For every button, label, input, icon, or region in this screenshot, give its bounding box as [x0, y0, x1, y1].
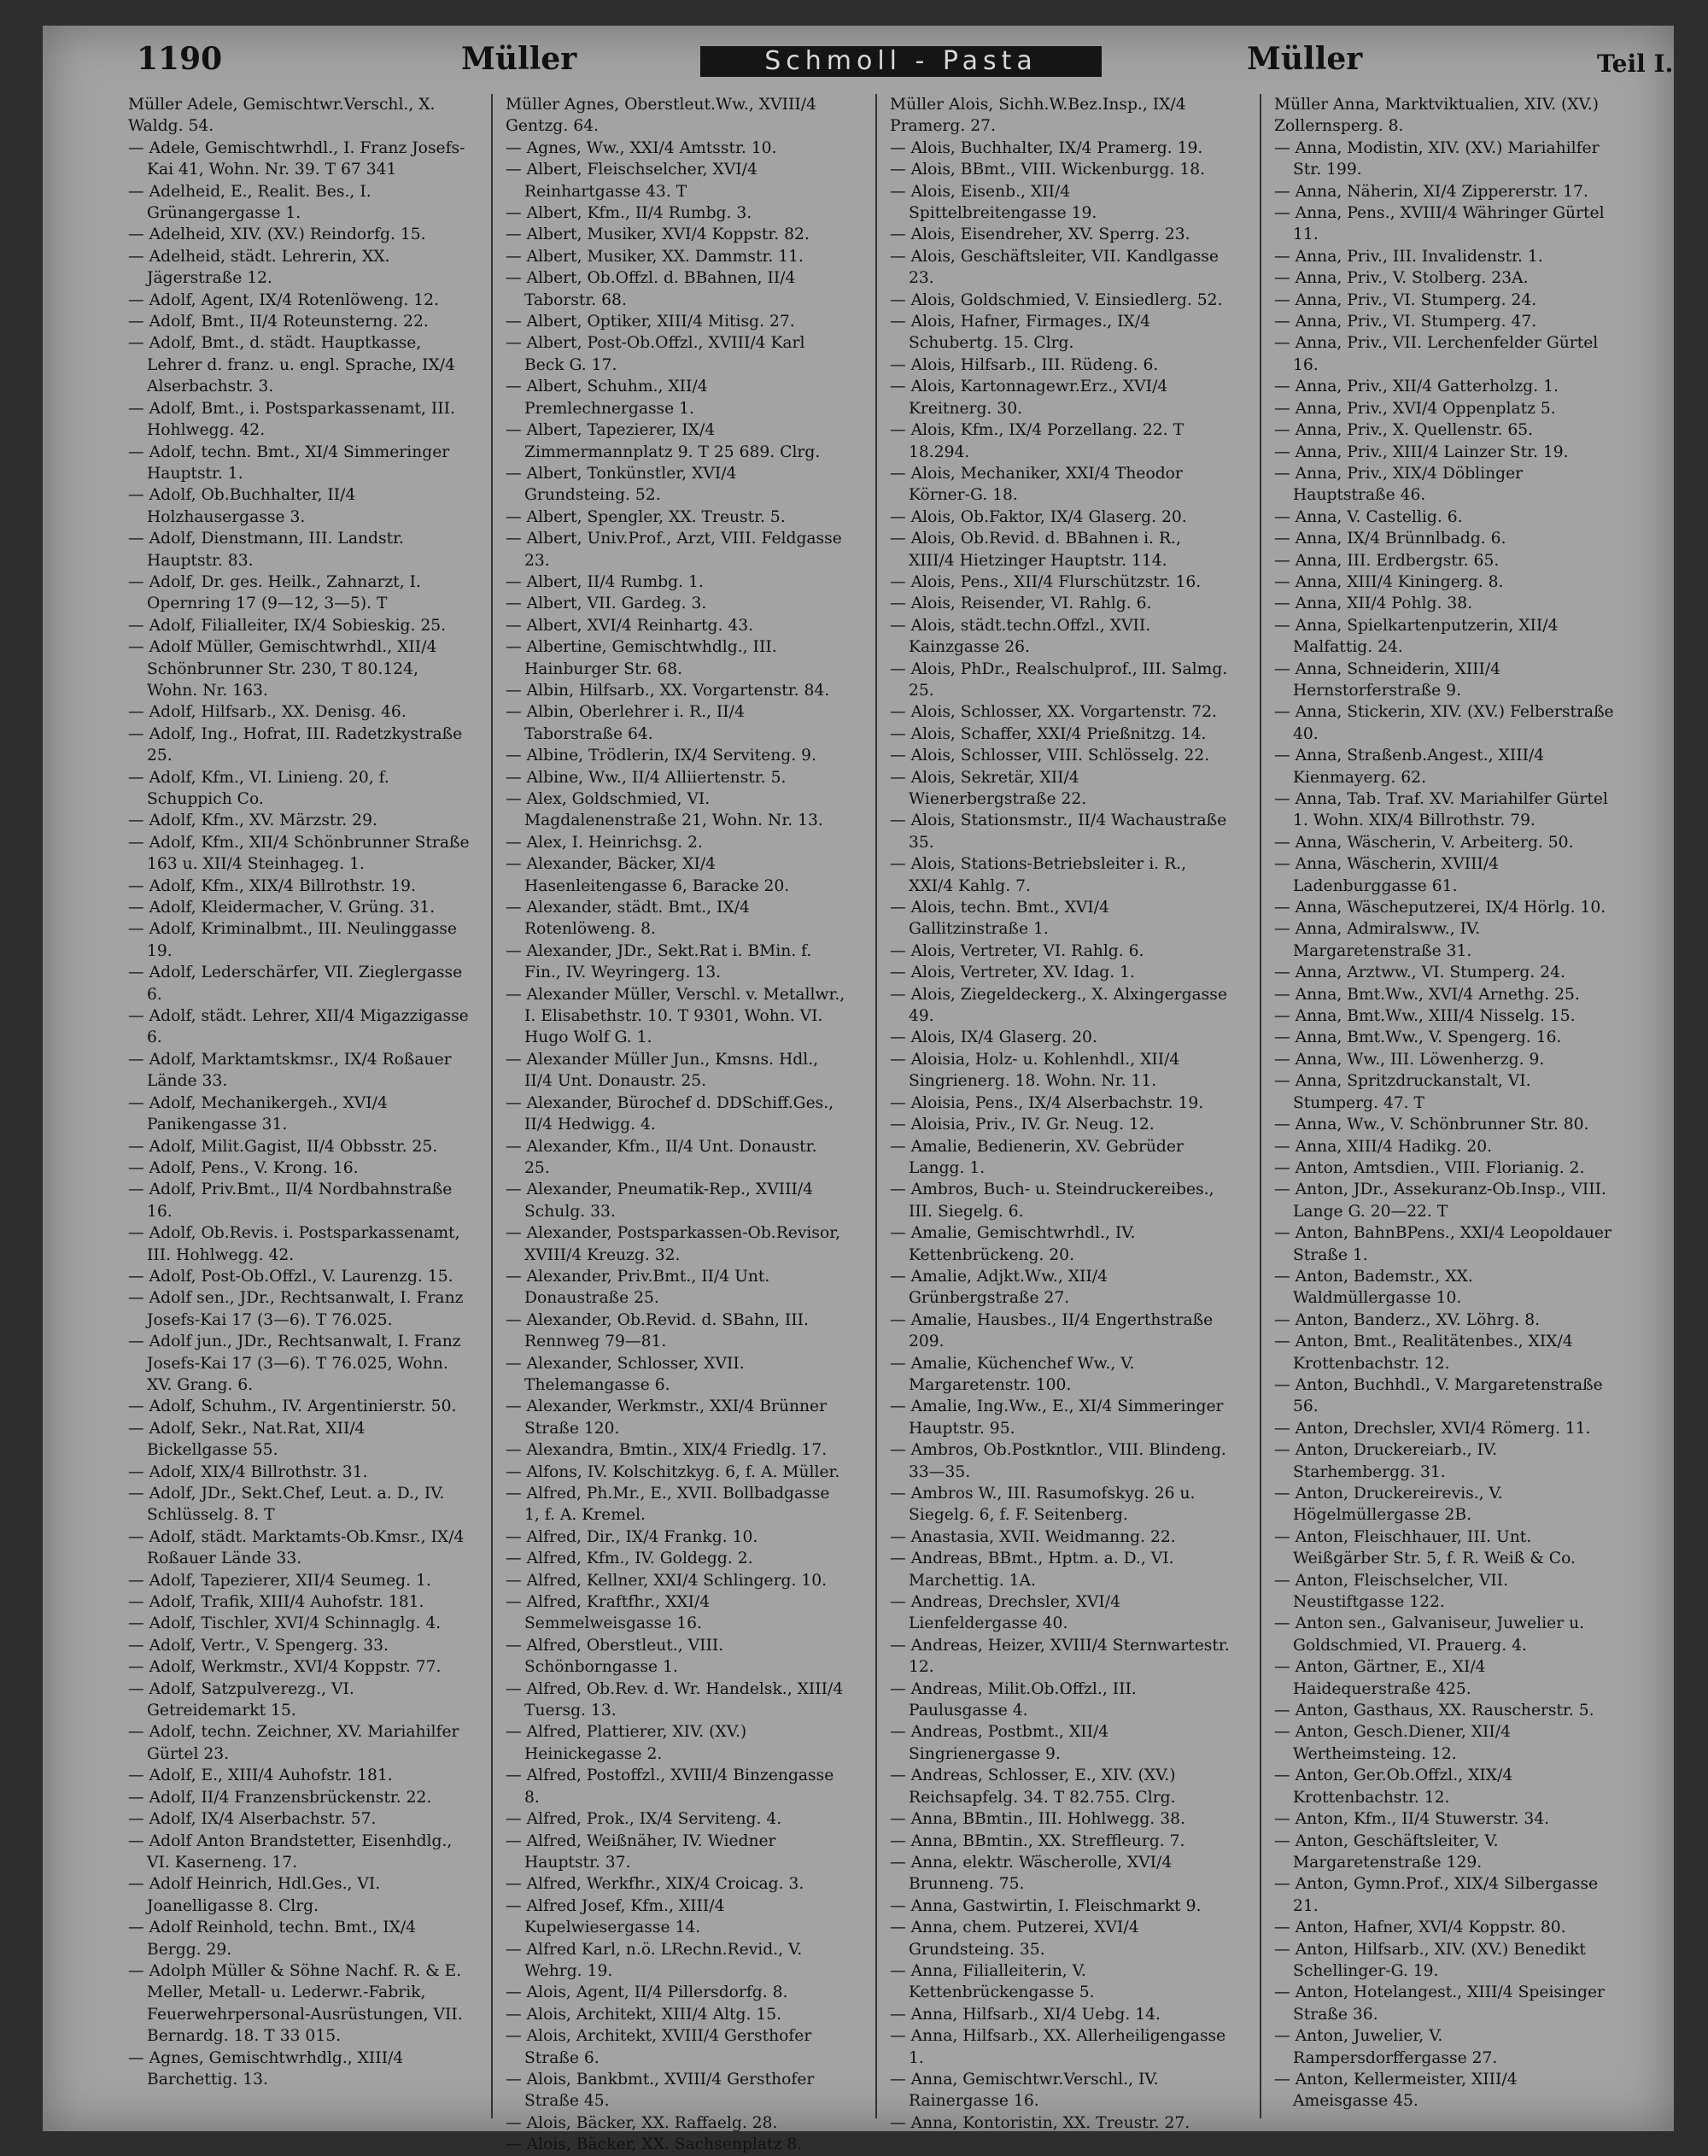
directory-entry: — Albert, Schuhm., XII/4 Premlechnergasse 1.	[506, 378, 708, 418]
directory-entry: — Agnes, Ww., XXI/4 Amtsstr. 10.	[506, 138, 777, 157]
directory-entry: — Agnes, Gemischtwrhdlg., XIII/4 Barchettig. 13.	[128, 2048, 404, 2089]
directory-entry: — Alois, Bäcker, XX. Raffaelg. 28.	[506, 2113, 778, 2132]
directory-entry: — Albert, Tonkünstler, XVI/4 Grundsteing. 52.	[506, 464, 737, 505]
directory-entry: — Anna, Priv., X. Quellenstr. 65.	[1274, 421, 1534, 440]
directory-entry: — Adolf Heinrich, Hdl.Ges., VI. Joanelligasse 8. Clrg.	[128, 1875, 381, 1915]
directory-entry: — Adolf, Kfm., XIX/4 Billrothstr. 19.	[128, 876, 416, 895]
directory-entry: — Anna, Kontoristin, XX. Treustr. 27.	[890, 2113, 1190, 2132]
directory-entry: — Alois, Ziegeldeckerg., X. Alxingergasse 49.	[890, 985, 1227, 1026]
directory-entry: — Alois, Buchhalter, IX/4 Pramerg. 19.	[890, 138, 1203, 157]
directory-entry: — Alois, Stations-Betriebsleiter i. R., XXI/4 Kahlg. 7.	[890, 855, 1187, 895]
directory-entry: — Adolf, Milit.Gagist, II/4 Obbsstr. 25.	[128, 1137, 438, 1156]
directory-entry: — Alois, Hafner, Firmages., IX/4 Schubertg. 15. Clrg.	[890, 313, 1151, 353]
directory-entry: — Anton, Gärtner, E., XI/4 Haidequerstraße 425.	[1274, 1658, 1486, 1698]
directory-entry: — Albert, Optiker, XIII/4 Mitisg. 27.	[506, 313, 795, 331]
directory-entry: — Adolf, Post-Ob.Offzl., V. Laurenzg. 15.	[128, 1267, 453, 1286]
directory-entry: — Alois, Reisender, VI. Rahlg. 6.	[890, 595, 1152, 613]
column-1	[128, 94, 470, 2118]
directory-entry: — Albert, Musiker, XX. Dammstr. 11.	[506, 247, 804, 266]
directory-entry: — Albert, Univ.Prof., Arzt, VIII. Feldgasse 23.	[506, 530, 842, 570]
directory-entry: Müller Agnes, Oberstleut.Ww., XVIII/4 Gentzg. 64.	[506, 96, 816, 136]
directory-entry: — Alfred Josef, Kfm., XIII/4 Kupelwiesergasse 14.	[506, 1896, 725, 1937]
directory-entry: — Alexander, Bäcker, XI/4 Hasenleitengasse 6, Baracke 20.	[506, 855, 790, 895]
column-divider	[491, 94, 493, 2118]
advertisement-banner: Schmoll - Pasta	[700, 46, 1102, 77]
directory-entry: — Alexander, Pneumatik-Rep., XVIII/4 Schulg. 33.	[506, 1181, 814, 1221]
directory-entry: — Adolf, Filialleiter, IX/4 Sobieskig. 25.	[128, 616, 447, 635]
directory-entry: — Adolf, Dienstmann, III. Landstr. Hauptstr. 83.	[128, 530, 404, 570]
directory-entry: — Anna, III. Erdbergstr. 65.	[1274, 551, 1500, 570]
directory-entry: — Adolph Müller & Söhne Nachf. R. & E. Meller, Metall- u. Lederwr.-Fabrik, Feuerwehrpersonal-Ausrüstungen, VII. Bernardg. 18. T 33 015.	[128, 1961, 463, 2046]
directory-entry: — Albert, Musiker, XVI/4 Koppstr. 82.	[506, 226, 810, 244]
directory-entry: Müller Adele, Gemischtwr.Verschl., X. Waldg. 54.	[128, 96, 436, 136]
directory-entry: — Andreas, BBmt., Hptm. a. D., VI. Marchettig. 1A.	[890, 1550, 1174, 1590]
directory-entry: — Anton, JDr., Assekuranz-Ob.Insp., VIII. Lange G. 20—22. T	[1274, 1181, 1606, 1221]
directory-entry: — Anton, Druckereirevis., V. Högelmüllergasse 2B.	[1274, 1485, 1503, 1525]
directory-entry: — Andreas, Milit.Ob.Offzl., III. Paulusgasse 4.	[890, 1679, 1137, 1720]
directory-entry: — Alois, Ob.Revid. d. BBahnen i. R., XIII/4 Hietzinger Hauptstr. 114.	[890, 530, 1181, 570]
directory-entry: — Adolf, Kfm., VI. Linieng. 20, f. Schuppich Co.	[128, 768, 389, 808]
directory-entry: — Adolf, städt. Marktamts-Ob.Kmsr., IX/4 Roßauer Lände 33.	[128, 1527, 465, 1568]
directory-entry: — Anna, Bmt.Ww., XIII/4 Nisselg. 15.	[1274, 1007, 1576, 1026]
directory-entry: — Adolf, Vertr., V. Spengerg. 33.	[128, 1636, 389, 1655]
directory-entry: — Albin, Hilfsarb., XX. Vorgartenstr. 84.	[506, 681, 830, 700]
directory-entry: — Anna, Schneiderin, XIII/4 Hernstorferstraße 9.	[1274, 659, 1501, 700]
directory-entry: — Anna, Spielkartenputzerin, XII/4 Malfattig. 24.	[1274, 616, 1559, 657]
directory-entry: — Albert, VII. Gardeg. 3.	[506, 595, 707, 613]
directory-entry: — Alexander, städt. Bmt., IX/4 Rotenlöweng. 8.	[506, 899, 750, 939]
directory-entry: — Adolf, Kfm., XV. Märzstr. 29.	[128, 811, 377, 830]
directory-entry: — Anna, Näherin, XI/4 Zippererstr. 17.	[1274, 182, 1588, 201]
directory-entry: — Adolf, Kriminalbmt., III. Neulinggasse 19.	[128, 920, 457, 960]
directory-entry: — Alois, Architekt, XVIII/4 Gersthofer Straße 6.	[506, 2027, 812, 2067]
header-keyword-right: Müller	[1247, 41, 1363, 77]
directory-entry: Müller Anna, Marktviktualien, XIV. (XV.) Zollernsperg. 8.	[1274, 96, 1600, 136]
directory-entry: — Ambros W., III. Rasumofskyg. 26 u. Siegelg. 6, f. F. Seitenberg.	[890, 1485, 1196, 1525]
directory-entry: — Andreas, Drechsler, XVI/4 Lienfeldergasse 40.	[890, 1593, 1120, 1633]
directory-entry: — Anna, Arztww., VI. Stumperg. 24.	[1274, 964, 1565, 982]
directory-entry: — Adolf, techn. Zeichner, XV. Mariahilfer Gürtel 23.	[128, 1723, 459, 1763]
directory-entry: — Anna, Modistin, XIV. (XV.) Mariahilfer Str. 199.	[1274, 138, 1600, 179]
directory-entry: — Alois, BBmt., VIII. Wickenburgg. 18.	[890, 161, 1206, 179]
directory-entry: — Anna, XII/4 Pohlg. 38.	[1274, 595, 1473, 613]
directory-entry: — Alois, Goldschmied, V. Einsiedlerg. 52.	[890, 290, 1223, 309]
directory-entry: — Adolf, IX/4 Alserbachstr. 57.	[128, 1810, 377, 1829]
directory-page	[43, 26, 1674, 2154]
directory-entry: — Alois, Stationsmstr., II/4 Wachaustraße 35.	[890, 811, 1227, 852]
directory-entry: — Anna, Bmt.Ww., V. Spengerg. 16.	[1274, 1028, 1562, 1047]
directory-entry: — Alois, Kartonnagewr.Erz., XVI/4 Kreitnerg. 30.	[890, 378, 1168, 418]
directory-entry: Müller Alois, Sichh.W.Bez.Insp., IX/4 Pramerg. 27.	[890, 96, 1186, 136]
directory-entry: — Albert, Fleischselcher, XVI/4 Reinhartgasse 43. T	[506, 161, 757, 201]
directory-entry: — Alfred, Kellner, XXI/4 Schlingerg. 10.	[506, 1571, 828, 1590]
column-divider	[1260, 94, 1261, 2118]
directory-entry: — Adolf, Ob.Buchhalter, II/4 Holzhausergasse 3.	[128, 486, 356, 526]
directory-entry: — Anton, Bademstr., XX. Waldmüllergasse 10.	[1274, 1267, 1473, 1308]
directory-entry: — Anna, Straßenb.Angest., XIII/4 Kienmayerg. 62.	[1274, 747, 1545, 787]
directory-entry: — Adolf Müller, Gemischtwrhdl., XII/4 Schönbrunner Str. 230, T 80.124, Wohn. Nr. 163.	[128, 638, 437, 700]
directory-entry: — Alexander, Schlosser, XVII. Thelemangasse 6.	[506, 1354, 745, 1394]
directory-entry: — Anton, Buchhdl., V. Margaretenstraße 56.	[1274, 1375, 1603, 1416]
directory-entry: — Anna, Priv., XII/4 Gatterholzg. 1.	[1274, 378, 1559, 396]
directory-entry: — Albert, Ob.Offzl. d. BBahnen, II/4 Taborstr. 68.	[506, 269, 796, 309]
directory-entry: — Anna, Hilfsarb., XI/4 Uebg. 14.	[890, 2005, 1161, 2024]
directory-entry: — Adolf, Ing., Hofrat, III. Radetzkystraße 25.	[128, 724, 463, 765]
column-4	[1274, 94, 1616, 2118]
directory-entry: — Adelheid, XIV. (XV.) Reindorfg. 15.	[128, 226, 426, 244]
directory-entry: — Anna, Priv., VII. Lerchenfelder Gürtel 16.	[1274, 334, 1599, 374]
directory-entry: — Alois, Vertreter, XV. Idag. 1.	[890, 964, 1135, 982]
directory-entry: — Alfred, Postoffzl., XVIII/4 Binzengasse 8.	[506, 1766, 834, 1807]
directory-entry: — Adolf, Marktamtskmsr., IX/4 Roßauer Lände 33.	[128, 1050, 452, 1091]
directory-entry: — Adolf, Kleidermacher, V. Grüng. 31.	[128, 899, 436, 917]
directory-entry: — Albert, Post-Ob.Offzl., XVIII/4 Karl Beck G. 17.	[506, 334, 805, 374]
directory-entry: — Alexander, Priv.Bmt., II/4 Unt. Donaustraße 25.	[506, 1267, 770, 1308]
directory-entry: — Alois, Ob.Faktor, IX/4 Glaserg. 20.	[890, 507, 1187, 526]
part-label: Teil I.	[1597, 50, 1674, 78]
directory-entry: — Albert, Kfm., II/4 Rumbg. 3.	[506, 204, 752, 223]
directory-entry: — Alfred Karl, n.ö. LRechn.Revid., V. Wehrg. 19.	[506, 1940, 803, 1980]
column-divider	[875, 94, 877, 2118]
directory-entry: — Adolf, Lederschärfer, VII. Zieglergasse 6.	[128, 964, 463, 1004]
directory-entry: — Alois, Eisendreher, XV. Sperrg. 23.	[890, 226, 1190, 244]
directory-entry: — Anna, Stickerin, XIV. (XV.) Felberstraße 40.	[1274, 703, 1614, 743]
directory-entry: — Alex, I. Heinrichsg. 2.	[506, 833, 703, 852]
directory-entry: — Anna, Admiralsww., IV. Margaretenstraße 31.	[1274, 920, 1481, 960]
directory-entry: — Anna, BBmtin., III. Hohlwegg. 38.	[890, 1810, 1185, 1829]
directory-entry: — Alfred, Plattierer, XIV. (XV.) Heinickegasse 2.	[506, 1723, 747, 1763]
directory-entry: — Alexander Müller, Verschl. v. Metallwr., I. Elisabethstr. 10. T 9301, Wohn. VI. Hugo Wolf G. 1.	[506, 985, 845, 1047]
directory-entry: — Alois, techn. Bmt., XVI/4 Gallitzinstraße 1.	[890, 899, 1109, 939]
directory-entry: — Adolf sen., JDr., Rechtsanwalt, I. Franz Josefs-Kai 17 (3—6). T 76.025.	[128, 1289, 464, 1329]
directory-entry: — Adolf, Kfm., XII/4 Schönbrunner Straße 163 u. XII/4 Steinhageg. 1.	[128, 833, 470, 874]
directory-entry: — Ambros, Ob.Postkntlor., VIII. Blindeng. 33—35.	[890, 1441, 1226, 1481]
directory-entry: — Alfred, Ob.Rev. d. Wr. Handelsk., XIII/4 Tuersg. 13.	[506, 1679, 844, 1720]
directory-entry: — Amalie, Küchenchef Ww., V. Margaretenstr. 100.	[890, 1354, 1135, 1394]
directory-entry: — Anton, Gesch.Diener, XII/4 Wertheimsteing. 12.	[1274, 1723, 1511, 1763]
directory-entry: — Anton, Gasthaus, XX. Rauscherstr. 5.	[1274, 1702, 1594, 1720]
directory-entry: — Albine, Trödlerin, IX/4 Serviteng. 9.	[506, 747, 816, 765]
directory-entry: — Alois, Eisenb., XII/4 Spittelbreitengasse 19.	[890, 182, 1097, 223]
directory-entry: — Albert, XVI/4 Reinhartg. 43.	[506, 616, 754, 635]
directory-entry: — Aloisia, Priv., IV. Gr. Neug. 12.	[890, 1116, 1155, 1134]
directory-entry: — Alfred, Weißnäher, IV. Wiedner Hauptstr. 37.	[506, 1831, 776, 1872]
directory-entry: — Adolf jun., JDr., Rechtsanwalt, I. Franz Josefs-Kai 17 (3—6). T 76.025, Wohn. XV. Grang. 6.	[128, 1333, 461, 1394]
directory-entry: — Alois, Vertreter, VI. Rahlg. 6.	[890, 941, 1144, 960]
directory-entry: — Anton, Drechsler, XVI/4 Römerg. 11.	[1274, 1419, 1591, 1438]
directory-entry: — Anna, Tab. Traf. XV. Mariahilfer Gürtel 1. Wohn. XIX/4 Billrothstr. 79.	[1274, 790, 1608, 830]
directory-entry: — Alois, Schlosser, VIII. Schlösselg. 22.	[890, 747, 1210, 765]
directory-entry: — Anna, Priv., XIII/4 Lainzer Str. 19.	[1274, 442, 1569, 461]
directory-entry: — Amalie, Ing.Ww., E., XI/4 Simmeringer Hauptstr. 95.	[890, 1397, 1224, 1438]
directory-entry: — Anton, Kfm., II/4 Stuwerstr. 34.	[1274, 1810, 1550, 1829]
directory-entry: — Ambros, Buch- u. Steindruckereibes., III. Siegelg. 6.	[890, 1181, 1214, 1221]
directory-entry: — Alois, IX/4 Glaserg. 20.	[890, 1028, 1097, 1047]
directory-entry: — Adolf, JDr., Sekt.Chef, Leut. a. D., IV. Schlüsselg. 8. T	[128, 1485, 445, 1525]
directory-entry: — Anna, Hilfsarb., XX. Allerheiligengasse 1.	[890, 2027, 1226, 2067]
directory-entry: — Adolf, Hilfsarb., XX. Denisg. 46.	[128, 703, 407, 722]
directory-entry: — Adolf, Bmt., i. Postsparkassenamt, III. Hohlwegg. 42.	[128, 399, 455, 440]
directory-entry: — Alexander Müller Jun., Kmsns. Hdl., II/4 Unt. Donaustr. 25.	[506, 1050, 819, 1091]
directory-entry: — Adele, Gemischtwrhdl., I. Franz Josefs-Kai 41, Wohn. Nr. 39. T 67 341	[128, 138, 465, 179]
column-2	[506, 94, 847, 2154]
directory-entry: — Albertine, Gemischtwhdlg., III. Hainburger Str. 68.	[506, 638, 777, 678]
directory-entry: — Adolf, II/4 Franzensbrückenstr. 22.	[128, 1788, 432, 1807]
directory-entry: — Anton, Druckereiarb., IV. Starhembergg. 31.	[1274, 1441, 1498, 1481]
directory-entry: — Adolf, Trafik, XIII/4 Auhofstr. 181.	[128, 1593, 424, 1612]
directory-entry: — Anna, Bmt.Ww., XVI/4 Arnethg. 25.	[1274, 985, 1580, 1004]
directory-entry: — Adolf, Tapezierer, XII/4 Seumeg. 1.	[128, 1571, 431, 1590]
directory-entry: — Alois, Geschäftsleiter, VII. Kandlgasse 23.	[890, 247, 1219, 288]
directory-entry: — Albert, II/4 Rumbg. 1.	[506, 572, 704, 591]
directory-entry: — Alois, Bäcker, XX. Sachsenplatz 8.	[506, 2135, 803, 2154]
directory-entry: — Alfred, Dir., IX/4 Frankg. 10.	[506, 1527, 758, 1546]
directory-entry: — Alois, Mechaniker, XXI/4 Theodor Körner-G. 18.	[890, 464, 1183, 505]
directory-entry: — Alexander, JDr., Sekt.Rat i. BMin. f. Fin., IV. Weyringerg. 13.	[506, 941, 812, 982]
directory-entry: — Alexander, Bürochef d. DDSchiff.Ges., II/4 Hedwigg. 4.	[506, 1093, 834, 1134]
directory-entry: — Anton, Hilfsarb., XIV. (XV.) Benedikt Schellinger-G. 19.	[1274, 1940, 1586, 1980]
directory-entry: — Albine, Ww., II/4 Alliiertenstr. 5.	[506, 768, 787, 787]
directory-entry: — Anton, Hotelangest., XIII/4 Speisinger Straße 36.	[1274, 1983, 1605, 2024]
directory-entry: — Anna, XIII/4 Kiningerg. 8.	[1274, 572, 1504, 591]
directory-entry: — Adolf, Bmt., II/4 Roteunsterng. 22.	[128, 313, 429, 331]
directory-entry: — Albin, Oberlehrer i. R., II/4 Taborstraße 64.	[506, 703, 745, 743]
directory-entry: — Adolf Reinhold, techn. Bmt., IX/4 Bergg. 29.	[128, 1919, 417, 1959]
directory-entry: — Amalie, Gemischtwrhdl., IV. Kettenbrückeng. 20.	[890, 1224, 1136, 1264]
directory-entry: — Anna, chem. Putzerei, XVI/4 Grundsteing. 35.	[890, 1919, 1139, 1959]
header-keyword-left: Müller	[461, 41, 577, 77]
directory-entry: — Alois, Kfm., IX/4 Porzellang. 22. T 18.294.	[890, 421, 1184, 461]
directory-entry: — Anna, Wäscherin, V. Arbeiterg. 50.	[1274, 833, 1574, 852]
directory-entry: — Adolf, Tischler, XVI/4 Schinnaglg. 4.	[128, 1614, 442, 1633]
directory-entry: — Anton, Hafner, XVI/4 Koppstr. 80.	[1274, 1919, 1566, 1937]
directory-entry: — Anton, Gymn.Prof., XIX/4 Silbergasse 21.	[1274, 1875, 1599, 1915]
directory-entry: — Alfred, Ph.Mr., E., XVII. Bollbadgasse 1, f. A. Kremel.	[506, 1485, 830, 1525]
directory-entry: — Alois, Schaffer, XXI/4 Prießnitzg. 14.	[890, 724, 1207, 743]
directory-entry: — Andreas, Heizer, XVIII/4 Sternwartestr. 12.	[890, 1636, 1230, 1677]
directory-entry: — Anna, Gemischtwr.Verschl., IV. Rainergasse 16.	[890, 2070, 1159, 2111]
directory-entry: — Albert, Tapezierer, IX/4 Zimmermannplatz 9. T 25 689. Clrg.	[506, 421, 821, 461]
directory-entry: — Anton sen., Galvaniseur, Juwelier u. Goldschmied, VI. Prauerg. 4.	[1274, 1614, 1585, 1655]
directory-entry: — Alois, Schlosser, XX. Vorgartenstr. 72.	[890, 703, 1217, 722]
directory-entry: — Anna, Priv., V. Stolberg. 23A.	[1274, 269, 1529, 288]
directory-entry: — Adolf, Schuhm., IV. Argentinierstr. 50.	[128, 1397, 457, 1416]
page-number: 1190	[137, 41, 223, 77]
directory-entry: — Anna, Wäscheputzerei, IX/4 Hörlg. 10.	[1274, 899, 1606, 917]
directory-entry: — Andreas, Schlosser, E., XIV. (XV.) Reichsapfelg. 34. T 82.755. Clrg.	[890, 1766, 1176, 1807]
directory-entry: — Anna, Ww., V. Schönbrunner Str. 80.	[1274, 1116, 1589, 1134]
directory-entry: — Alois, Pens., XII/4 Flurschützstr. 16.	[890, 572, 1202, 591]
directory-entry: — Alois, städt.techn.Offzl., XVII. Kainzgasse 26.	[890, 616, 1151, 657]
directory-entry: — Anna, IX/4 Brünnlbadg. 6.	[1274, 530, 1506, 548]
directory-entry: — Adolf, Dr. ges. Heilk., Zahnarzt, I. Opernring 17 (9—12, 3—5). T	[128, 572, 421, 613]
directory-entry: — Anton, Banderz., XV. Löhrg. 8.	[1274, 1310, 1541, 1329]
directory-entry: — Alois, Hilfsarb., III. Rüdeng. 6.	[890, 355, 1159, 374]
directory-entry: — Aloisia, Holz- u. Kohlenhdl., XII/4 Singrienerg. 18. Wohn. Nr. 11.	[890, 1050, 1180, 1091]
directory-entry: — Alfred, Kraftfhr., XXI/4 Semmelweisgasse 16.	[506, 1593, 711, 1633]
directory-entry: — Anna, Priv., VI. Stumperg. 47.	[1274, 313, 1537, 331]
directory-entry: — Anna, Priv., XIX/4 Döblinger Hauptstraße 46.	[1274, 464, 1524, 505]
directory-entry: — Adolf, städt. Lehrer, XII/4 Migazzigasse 6.	[128, 1007, 469, 1047]
directory-entry: — Anton, Ger.Ob.Offzl., XIX/4 Krottenbachstr. 12.	[1274, 1766, 1513, 1807]
directory-entry: — Adolf, Sekr., Nat.Rat, XII/4 Bickellgasse 55.	[128, 1419, 366, 1460]
directory-entry: — Anna, elektr. Wäscherolle, XVI/4 Brunneng. 75.	[890, 1853, 1173, 1894]
directory-entry: — Anton, Juwelier, V. Rampersdorffergasse 27.	[1274, 2027, 1498, 2067]
directory-entry: — Anna, Wäscherin, XVIII/4 Ladenburggasse 61.	[1274, 855, 1500, 895]
directory-entry: — Adolf Anton Brandstetter, Eisenhdlg., VI. Kaserneng. 17.	[128, 1831, 453, 1872]
directory-entry: — Anna, Filialleiterin, V. Kettenbrückengasse 5.	[890, 1961, 1095, 2002]
directory-entry: — Anna, Gastwirtin, I. Fleischmarkt 9.	[890, 1896, 1202, 1915]
directory-entry: — Aloisia, Pens., IX/4 Alserbachstr. 19.	[890, 1093, 1204, 1112]
directory-entry: — Anna, Priv., III. Invalidenstr. 1.	[1274, 247, 1543, 266]
directory-entry: — Adolf, Agent, IX/4 Rotenlöweng. 12.	[128, 290, 440, 309]
directory-entry: — Alois, Bankbmt., XVIII/4 Gersthofer Straße 45.	[506, 2070, 815, 2111]
directory-entry: — Albert, Spengler, XX. Treustr. 5.	[506, 507, 786, 526]
directory-entry: — Anton, Fleischhauer, III. Unt. Weißgärber Str. 5, f. R. Weiß & Co.	[1274, 1527, 1576, 1568]
directory-entry: — Anna, Pens., XVIII/4 Währinger Gürtel 11.	[1274, 204, 1605, 244]
directory-entry: — Anna, V. Castellig. 6.	[1274, 507, 1463, 526]
directory-entry: — Adolf, Satzpulverezg., VI. Getreidemarkt 15.	[128, 1679, 354, 1720]
directory-entry: — Alexandra, Bmtin., XIX/4 Friedlg. 17.	[506, 1441, 828, 1460]
directory-entry: — Adolf, E., XIII/4 Auhofstr. 181.	[128, 1766, 393, 1785]
directory-entry: — Anton, Bmt., Realitätenbes., XIX/4 Krottenbachstr. 12.	[1274, 1333, 1573, 1373]
directory-entry: — Adolf, Ob.Revis. i. Postsparkassenamt, III. Hohlwegg. 42.	[128, 1224, 460, 1264]
directory-entry: — Alexander, Werkmstr., XXI/4 Brünner Straße 120.	[506, 1397, 828, 1438]
directory-entry: — Anna, Priv., XVI/4 Oppenplatz 5.	[1274, 399, 1556, 418]
directory-entry: — Anton, Fleischselcher, VII. Neustiftgasse 122.	[1274, 1571, 1509, 1612]
directory-entry: — Adolf, Bmt., d. städt. Hauptkasse, Lehrer d. franz. u. engl. Sprache, IX/4 Alserbachstr. 3.	[128, 334, 455, 396]
directory-entry: — Amalie, Bedienerin, XV. Gebrüder Langg. 1.	[890, 1137, 1184, 1177]
directory-entry: — Alexander, Ob.Revid. d. SBahn, III. Rennweg 79—81.	[506, 1310, 809, 1351]
directory-entry: — Adolf, XIX/4 Billrothstr. 31.	[128, 1462, 368, 1481]
directory-entry: — Anton, BahnBPens., XXI/4 Leopoldauer Straße 1.	[1274, 1224, 1611, 1264]
directory-entry: — Adolf, Werkmstr., XVI/4 Koppstr. 77.	[128, 1658, 442, 1677]
directory-entry: — Anna, Spritzdruckanstalt, VI. Stumperg. 47. T	[1274, 1072, 1531, 1112]
directory-entry: — Adelheid, E., Realit. Bes., I. Grünangergasse 1.	[128, 182, 371, 223]
directory-entry: — Adolf, Priv.Bmt., II/4 Nordbahnstraße 16.	[128, 1181, 453, 1221]
directory-entry: — Alexander, Postsparkassen-Ob.Revisor, XVIII/4 Kreuzg. 32.	[506, 1224, 841, 1264]
directory-entry: — Andreas, Postbmt., XII/4 Singrienergasse 9.	[890, 1723, 1109, 1763]
directory-entry: — Anna, BBmtin., XX. Streffleurg. 7.	[890, 1831, 1185, 1850]
directory-entry: — Adolf, techn. Bmt., XI/4 Simmeringer Hauptstr. 1.	[128, 442, 450, 483]
directory-entry: — Alexander, Kfm., II/4 Unt. Donaustr. 25.	[506, 1137, 817, 1177]
directory-entry: — Anna, XIII/4 Hadikg. 20.	[1274, 1137, 1493, 1156]
directory-entry: — Anton, Kellermeister, XIII/4 Ameisgasse 45.	[1274, 2070, 1518, 2111]
directory-entry: — Alfons, IV. Kolschitzkyg. 6, f. A. Müller.	[506, 1462, 840, 1481]
directory-entry: — Alfred, Prok., IX/4 Serviteng. 4.	[506, 1810, 782, 1829]
directory-entry: — Alois, PhDr., Realschulprof., III. Salmg. 25.	[890, 659, 1228, 700]
directory-entry: — Alex, Goldschmied, VI. Magdalenenstraße 21, Wohn. Nr. 13.	[506, 790, 823, 830]
directory-entry: — Alois, Agent, II/4 Pillersdorfg. 8.	[506, 1983, 788, 2002]
directory-entry: — Anna, Ww., III. Löwenherzg. 9.	[1274, 1050, 1545, 1069]
directory-entry: — Anton, Amtsdien., VIII. Florianig. 2.	[1274, 1158, 1585, 1177]
directory-entry: — Alfred, Kfm., IV. Goldegg. 2.	[506, 1550, 753, 1568]
directory-entry: — Alois, Sekretär, XII/4 Wienerbergstraße 22.	[890, 768, 1087, 808]
column-3	[890, 94, 1231, 2132]
directory-entry: — Adolf, Pens., V. Krong. 16.	[128, 1158, 359, 1177]
directory-entry: — Anna, Priv., VI. Stumperg. 24.	[1274, 290, 1537, 309]
directory-entry: — Amalie, Hausbes., II/4 Engerthstraße 209.	[890, 1310, 1214, 1351]
directory-entry: — Alois, Architekt, XIII/4 Altg. 15.	[506, 2005, 782, 2024]
directory-entry: — Alfred, Werkfhr., XIX/4 Croicag. 3.	[506, 1875, 804, 1894]
directory-entry: — Amalie, Adjkt.Ww., XII/4 Grünbergstraße 27.	[890, 1267, 1108, 1308]
directory-entry: — Anastasia, XVII. Weidmanng. 22.	[890, 1527, 1176, 1546]
directory-entry: — Alfred, Oberstleut., VIII. Schönborngasse 1.	[506, 1636, 724, 1677]
directory-entry: — Adelheid, städt. Lehrerin, XX. Jägerstraße 12.	[128, 247, 390, 288]
directory-entry: — Adolf, Mechanikergeh., XVI/4 Panikengasse 31.	[128, 1093, 388, 1134]
page-header	[43, 26, 1674, 94]
directory-entry: — Anton, Geschäftsleiter, V. Margaretenstraße 129.	[1274, 1831, 1499, 1872]
